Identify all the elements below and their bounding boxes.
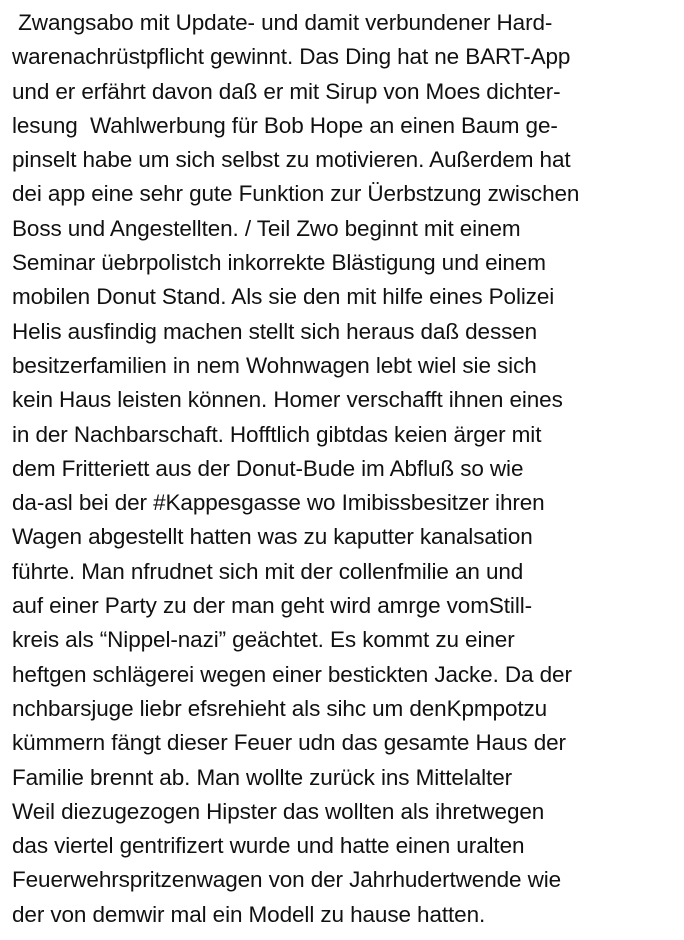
text-line: nchbarsjuge liebr efsrehieht als sihc um denKpmpotzu	[12, 695, 548, 721]
body-text	[12, 6, 680, 932]
text-line: Seminar üebrpolistch inkorrekte Blästigung und einem	[12, 250, 546, 276]
text-line: besitzerfamilien in nem Wohnwagen lebt wiel sie sich	[12, 352, 537, 378]
text-line: Weil diezugezogen Hipster das wollten als ihretwegen	[12, 798, 545, 824]
text-line: das viertel gentrifizert wurde und hatte einen uralten	[12, 833, 525, 859]
text-line: führte. Man nfrudnet sich mit der collenfmilie an und	[12, 558, 524, 584]
text-line: auf einer Party zu der man geht wird amrge vomStill-	[12, 593, 533, 619]
text-line: kreis als “Nippel-nazi” geächtet. Es kommt zu einer	[12, 627, 515, 653]
text-line: pinselt habe um sich selbst zu motivieren. Außerdem hat	[12, 147, 571, 173]
text-line: und er erfährt davon daß er mit Sirup von Moes dichter-	[12, 78, 561, 104]
text-line: Feuerwehrspritzenwagen von der Jahrhudertwende wie	[12, 867, 562, 893]
text-line: Zwangsabo mit Update- und damit verbundener Hard-	[12, 10, 553, 35]
text-line: Familie brennt ab. Man wollte zurück ins Mittelalter	[12, 764, 512, 790]
text-line: lesung Wahlwerbung für Bob Hope an einen Baum ge-	[12, 112, 558, 138]
text-line: dei app eine sehr gute Funktion zur Üerbstzung zwischen	[12, 181, 580, 207]
text-line: Helis ausfindig machen stellt sich heraus daß dessen	[12, 318, 538, 344]
text-line: kümmern fängt dieser Feuer udn das gesamte Haus der	[12, 730, 566, 756]
text-line: der von demwir mal ein Modell zu hause hatten.	[12, 901, 486, 927]
text-line: da-asl bei der #Kappesgasse wo Imibissbesitzer ihren	[12, 490, 545, 516]
text-line: dem Fritteriett aus der Donut-Bude im Abfluß so wie	[12, 455, 524, 481]
text-line: Wagen abgestellt hatten was zu kaputter kanalsation	[12, 524, 533, 550]
text-line: warenachrüstpflicht gewinnt. Das Ding hat ne BART-App	[12, 44, 571, 70]
text-line: mobilen Donut Stand. Als sie den mit hilfe eines Polizei	[12, 284, 555, 310]
text-line: in der Nachbarschaft. Hofftlich gibtdas keien ärger mit	[12, 421, 542, 447]
text-line: heftgen schlägerei wegen einer bestickten Jacke. Da der	[12, 661, 572, 687]
text-line: kein Haus leisten können. Homer verschafft ihnen eines	[12, 387, 563, 413]
text-line: Boss und Angestellten. / Teil Zwo beginnt mit einem	[12, 215, 521, 241]
